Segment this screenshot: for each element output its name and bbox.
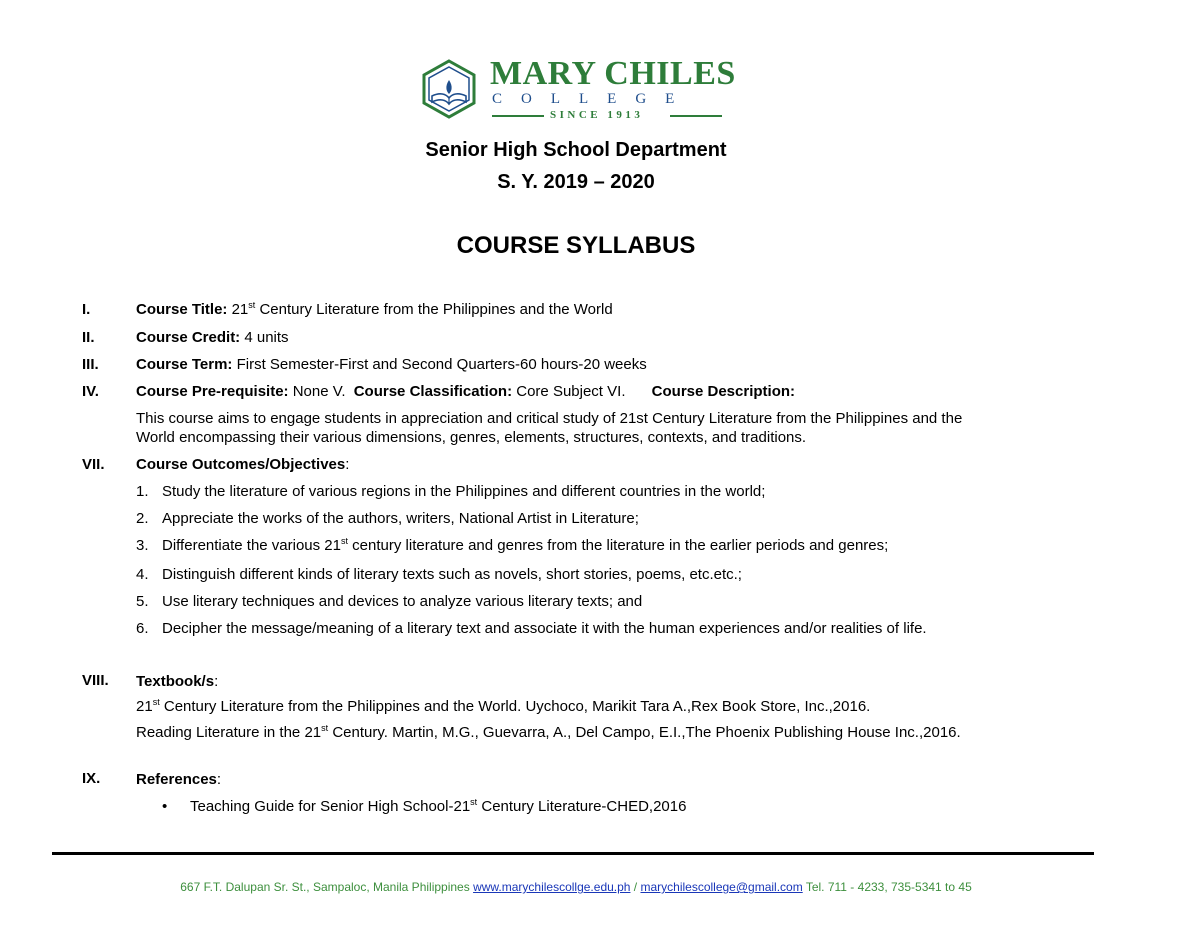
textbook-entry-1: 21st Century Literature from the Philippines and the World. Uychoco, Marikit Tara A.,Rex Book Store, Inc.,2016. xyxy=(136,697,871,715)
footer-address: 667 F.T. Dalupan Sr. St., Sampaloc, Manila Philippines xyxy=(180,880,474,894)
outcome-number: 4. xyxy=(136,566,149,583)
logo-since-row xyxy=(492,108,722,122)
classification-label: Course Classification: xyxy=(353,383,513,400)
outcome-number: 1. xyxy=(136,483,149,500)
classification-value: Core Subject VI. xyxy=(512,383,626,400)
course-term-row xyxy=(136,356,647,374)
outcomes-label: Course Outcomes/Objectives xyxy=(136,456,346,473)
textbook-entry-2: Reading Literature in the 21st Century. Martin, M.G., Guevarra, A., Del Campo, E.I.,The Phoenix Publishing House Inc.,2016. xyxy=(136,723,961,741)
outcome-item: Distinguish different kinds of literary texts such as novels, short stories, poems, etc.etc.; xyxy=(162,566,742,583)
prerequisite-value: None V. xyxy=(288,383,346,400)
department-heading: Senior High School Department xyxy=(425,139,727,161)
course-term-label: Course Term: xyxy=(136,356,233,373)
course-title-value: 21st Century Literature from the Philippines and the World xyxy=(231,300,613,318)
outcome-item: Appreciate the works of the authors, writers, National Artist in Literature; xyxy=(162,510,639,527)
footer-telephone: Tel. 711 - 4233, 735-5341 to 45 xyxy=(802,880,972,894)
section-number-vii: VII. xyxy=(82,456,105,473)
description-label: Course Description: xyxy=(651,383,796,400)
outcome-item: Use literary techniques and devices to analyze various literary texts; and xyxy=(162,593,643,610)
outcome-number: 5. xyxy=(136,593,149,610)
outcome-number: 6. xyxy=(136,620,149,637)
footer-divider xyxy=(52,852,1094,855)
footer-contact: 667 F.T. Dalupan Sr. St., Sampaloc, Manila Philippines www.marychilescollge.edu.ph / marychilescollege@gmail.com Tel. 711 - 4233, 735-5341 to 45 xyxy=(180,880,972,894)
section-number-ii: II. xyxy=(82,329,95,346)
outcome-item: Differentiate the various 21st century literature and genres from the literature in the earlier periods and genres; xyxy=(162,536,889,554)
section-number-iii: III. xyxy=(82,356,99,373)
prerequisite-row xyxy=(136,383,795,401)
logo-rule-right xyxy=(670,115,722,117)
references-heading: References: xyxy=(136,771,222,788)
logo-college-name: MARY CHILES xyxy=(490,55,736,92)
textbooks-heading: Textbook/s: xyxy=(136,673,219,690)
course-credit-value: 4 units xyxy=(240,329,289,346)
website-link[interactable]: www.marychilescollge.edu.ph xyxy=(473,880,631,894)
logo-college-word: COLLEGE xyxy=(492,91,694,107)
section-number-i: I. xyxy=(82,301,91,318)
open-book-emblem-icon xyxy=(418,58,480,120)
email-link[interactable]: marychilescollege@gmail.com xyxy=(640,880,803,894)
outcome-item: Decipher the message/meaning of a literary text and associate it with the human experiences and/or realities of life. xyxy=(162,620,927,637)
college-logo xyxy=(418,55,736,122)
section-number-iv: IV. xyxy=(82,383,99,400)
references-label: References xyxy=(136,771,217,788)
course-credit-label: Course Credit: xyxy=(136,329,241,346)
prerequisite-label: Course Pre-requisite: xyxy=(136,383,289,400)
logo-since: SINCE 1913 xyxy=(550,109,644,121)
section-number-ix: IX. xyxy=(82,770,101,787)
outcomes-heading: Course Outcomes/Objectives: xyxy=(136,456,350,473)
logo-rule-left xyxy=(492,115,544,117)
page-title: COURSE SYLLABUS xyxy=(456,232,696,259)
course-title-label: Course Title: xyxy=(136,301,228,318)
textbooks-label: Textbook/s xyxy=(136,673,215,690)
reference-item: Teaching Guide for Senior High School-21st Century Literature-CHED,2016 xyxy=(190,797,687,815)
school-year-heading: S. Y. 2019 – 2020 xyxy=(497,171,655,193)
description-line-2: World encompassing their various dimensions, genres, elements, structures, contexts, and traditions. xyxy=(136,429,807,446)
section-number-viii: VIII. xyxy=(82,672,109,689)
course-term-value: First Semester-First and Second Quarters-60 hours-20 weeks xyxy=(232,356,647,373)
reference-bullet: • xyxy=(162,798,168,815)
description-line-1: This course aims to engage students in appreciation and critical study of 21st Century Literature from the Philippines and the xyxy=(136,410,963,427)
outcome-item: Study the literature of various regions in the Philippines and different countries in the world; xyxy=(162,483,766,500)
course-title-row xyxy=(136,301,613,319)
course-credit-row xyxy=(136,329,289,347)
outcome-number: 3. xyxy=(136,537,149,554)
outcome-number: 2. xyxy=(136,510,149,527)
